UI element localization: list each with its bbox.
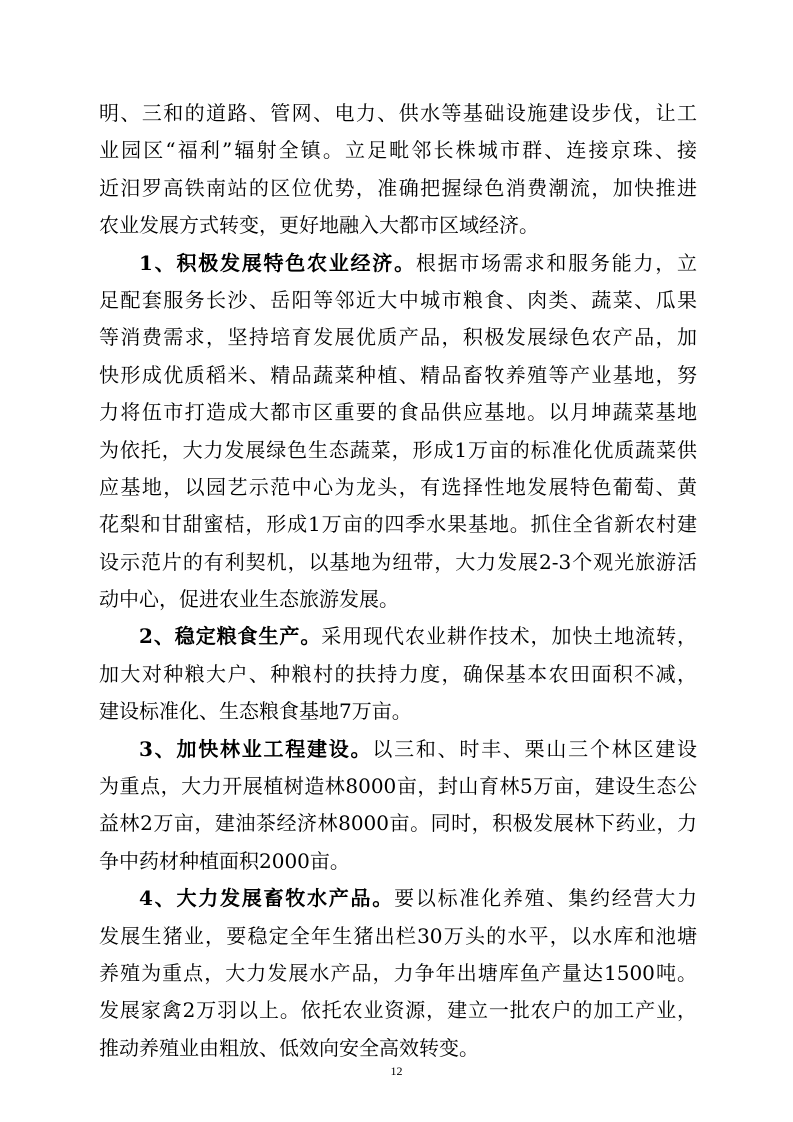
paragraph-line xyxy=(99,731,697,768)
paragraph-line: 为依托，大力发展绿色生态蔬菜，形成1万亩的标准化优质蔬菜供 xyxy=(99,437,697,462)
paragraph-line xyxy=(99,618,697,655)
paragraph-text: 要以标准化养殖、集约经营大力 xyxy=(394,886,697,911)
paragraph-line: 争中药材种植面积2000亩。 xyxy=(99,848,350,873)
paragraph-line: 建设标准化、生态粮食基地7万亩。 xyxy=(99,699,412,724)
paragraph-line: 足配套服务长沙、岳阳等邻近大中城市粮食、肉类、蔬菜、瓜果 xyxy=(99,287,697,312)
paragraph-line: 设示范片的有利契机，以基地为纽带，大力发展2-3个观光旅游活 xyxy=(99,549,697,574)
paragraph-line: 为重点，大力开展植树造林8000亩，封山育林5万亩，建设生态公 xyxy=(99,774,697,799)
paragraph-line: 业园区“福利”辐射全镇。立足毗邻长株城市群、连接京珠、接 xyxy=(99,138,697,163)
paragraph-line: 发展家禽2万羽以上。依托农业资源，建立一批农户的加工产业， xyxy=(99,998,697,1023)
section-heading: 3、加快林业工程建设。 xyxy=(139,736,373,761)
paragraph-line: 力将伍市打造成大都市区重要的食品供应基地。以月坤蔬菜基地 xyxy=(99,400,697,425)
page-number: 12 xyxy=(390,1064,403,1078)
paragraph-text: 根据市场需求和服务能力，立 xyxy=(415,250,697,275)
section-heading: 1、积极发展特色农业经济。 xyxy=(139,250,416,275)
paragraph-line: 快形成优质稻米、精品蔬菜种植、精品畜牧养殖等产业基地，努 xyxy=(99,362,697,387)
paragraph-text: 以三和、时丰、栗山三个林区建设 xyxy=(372,736,697,761)
paragraph-line: 农业发展方式转变，更好地融入大都市区域经济。 xyxy=(99,213,539,238)
paragraph-line: 花梨和甘甜蜜桔，形成1万亩的四季水果基地。抓住全省新农村建 xyxy=(99,512,697,537)
section-heading: 4、大力发展畜牧水产品。 xyxy=(139,886,395,911)
paragraph-line: 近汨罗高铁南站的区位优势，准确把握绿色消费潮流，加快推进 xyxy=(99,175,697,200)
paragraph-line: 应基地，以园艺示范中心为龙头，有选择性地发展特色葡萄、黄 xyxy=(99,474,697,499)
paragraph-line: 益林2万亩，建油茶经济林8000亩。同时，积极发展林下药业，力 xyxy=(99,811,697,836)
paragraph-line xyxy=(99,245,697,282)
document-body xyxy=(99,95,697,1067)
paragraph-line: 动中心，促进农业生态旅游发展。 xyxy=(99,587,399,612)
paragraph-text: 采用现代农业耕作技术，加快土地流转， xyxy=(321,624,697,649)
paragraph-line xyxy=(99,880,697,917)
paragraph-line: 推动养殖业由粗放、低效向安全高效转变。 xyxy=(99,1035,479,1060)
paragraph-line: 养殖为重点，大力发展水产品，力争年出塘库鱼产量达1500吨。 xyxy=(99,960,697,985)
paragraph-line: 发展生猪业，要稳定全年生猪出栏30万头的水平，以水库和池塘 xyxy=(99,923,697,948)
paragraph-line: 等消费需求，坚持培育发展优质产品，积极发展绿色农产品，加 xyxy=(99,325,697,350)
section-heading: 2、稳定粮食生产。 xyxy=(139,624,322,649)
paragraph-line: 加大对种粮大户、种粮村的扶持力度，确保基本农田面积不减， xyxy=(99,661,697,686)
paragraph-line: 明、三和的道路、管网、电力、供水等基础设施建设步伐，让工 xyxy=(99,101,697,125)
